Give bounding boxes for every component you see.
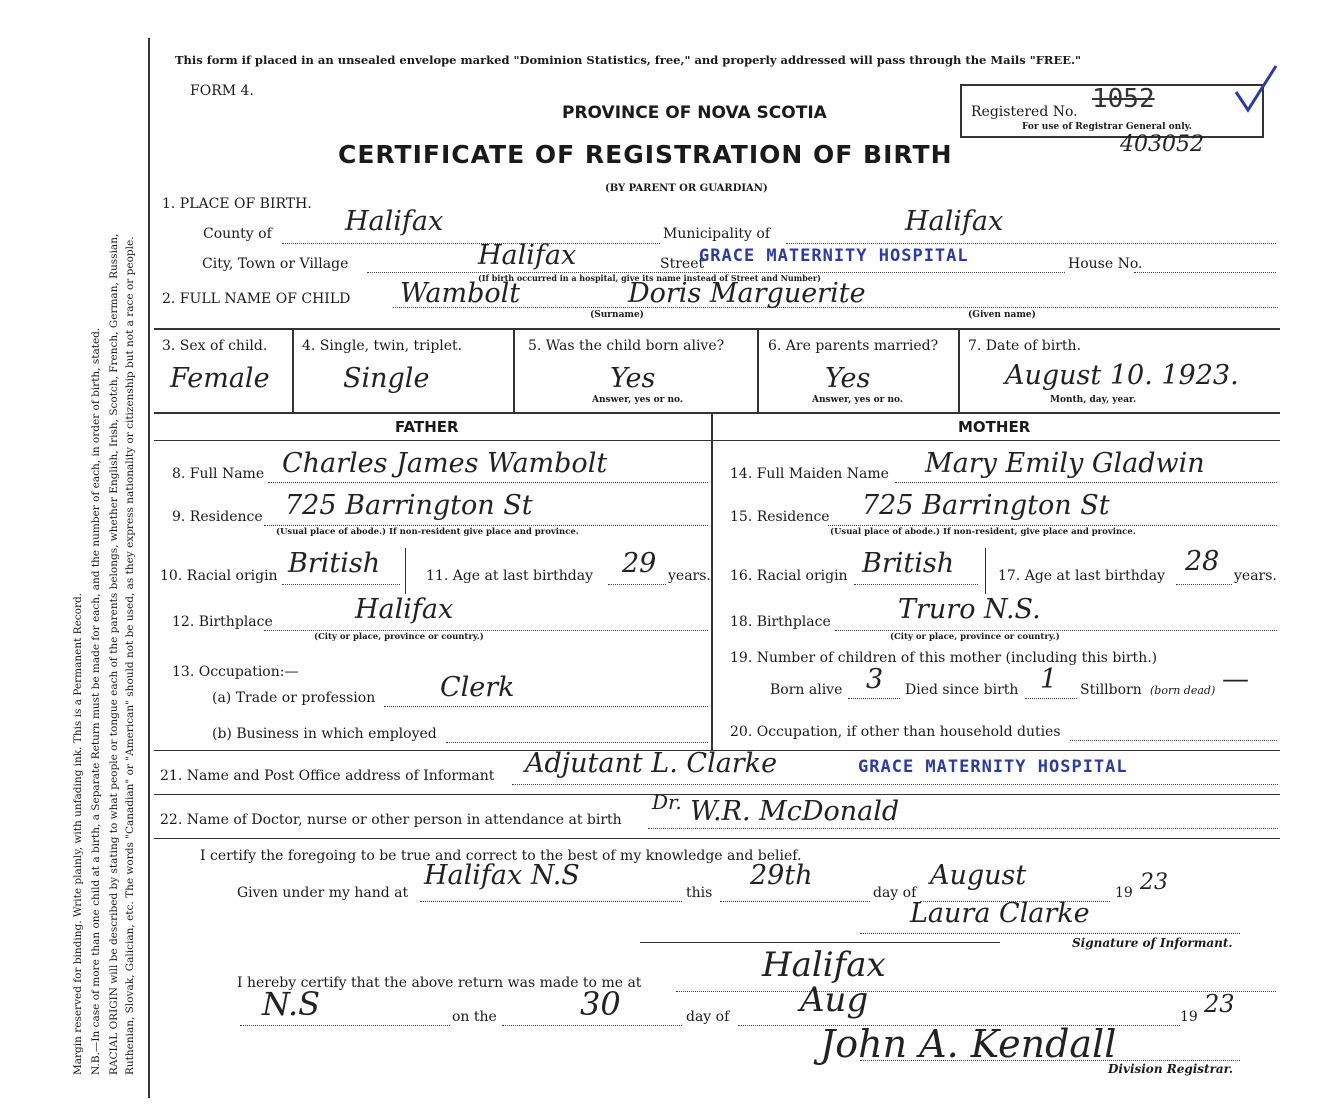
row3-divider-4 bbox=[958, 330, 960, 412]
given-day-value: 29th bbox=[750, 860, 813, 891]
doctor-prefix: Dr. bbox=[652, 790, 682, 814]
certificate-title: CERTIFICATE OF REGISTRATION OF BIRTH bbox=[338, 140, 953, 169]
mother-birthplace-label: 18. Birthplace bbox=[730, 614, 831, 630]
born-alive-note: Answer, yes or no. bbox=[592, 395, 683, 405]
father-birthplace-value: Halifax bbox=[355, 594, 454, 625]
doctor-label: 22. Name of Doctor, nurse or other person in attendance at birth bbox=[160, 812, 622, 828]
row3-top-rule bbox=[154, 328, 1280, 330]
sex-label: 3. Sex of child. bbox=[162, 338, 268, 354]
given-month-value: August bbox=[930, 860, 1027, 891]
father-racial-label: 10. Racial origin bbox=[160, 568, 278, 584]
mother-name-label: 14. Full Maiden Name bbox=[730, 466, 889, 482]
father-residence-label: 9. Residence bbox=[172, 509, 263, 525]
row3-divider-3 bbox=[757, 330, 759, 412]
mother-occupation-label: 20. Occupation, if other than household duties bbox=[730, 724, 1061, 740]
mother-age-line bbox=[1176, 584, 1232, 585]
father-residence-note: (Usual place of abode.) If non-resident give place and province. bbox=[276, 527, 579, 537]
house-no-line bbox=[1134, 272, 1276, 273]
surname-caption: (Surname) bbox=[590, 310, 644, 320]
row3-divider-1 bbox=[292, 330, 294, 412]
sex-value: Female bbox=[170, 363, 270, 394]
doctor-bottom-rule bbox=[154, 838, 1280, 839]
father-years-label: years. bbox=[668, 568, 711, 584]
given-place-line bbox=[420, 901, 682, 902]
mother-age-label: 17. Age at last birthday bbox=[998, 568, 1166, 584]
born-alive-count-label: Born alive bbox=[770, 682, 843, 698]
child-given-name: Doris Marguerite bbox=[628, 278, 866, 309]
dob-note: Month, day, year. bbox=[1050, 395, 1137, 405]
died-since-birth-value: 1 bbox=[1040, 664, 1058, 695]
registrar-day-value: 30 bbox=[580, 985, 621, 1023]
parents-heading-rule bbox=[154, 440, 1280, 441]
father-age-label: 11. Age at last birthday bbox=[426, 568, 594, 584]
born-alive-value: Yes bbox=[610, 363, 656, 394]
margin-note-4: Ruthenian, Slovak, Galician, etc. The words "Canadian" or "American" should not be used, as they express nationality or citizenship but not a race or people. bbox=[124, 236, 136, 1075]
doctor-line bbox=[648, 828, 1278, 829]
father-name-value: Charles James Wambolt bbox=[282, 448, 608, 479]
father-age-line bbox=[608, 584, 666, 585]
born-alive-count-value: 3 bbox=[866, 664, 884, 695]
margin-note-1: Margin reserved for binding. Write plainly, with unfading ink. This is a Permanent Record. bbox=[72, 592, 84, 1075]
registrar-place-line bbox=[676, 991, 1276, 992]
form-number: FORM 4. bbox=[190, 83, 254, 99]
father-age-value: 29 bbox=[622, 548, 657, 579]
mother-heading: MOTHER bbox=[958, 418, 1031, 436]
parents-divider bbox=[711, 412, 713, 750]
registered-number: 1052 bbox=[1092, 84, 1155, 114]
given-name-caption: (Given name) bbox=[968, 310, 1036, 320]
mother-birthplace-value: Truro N.S. bbox=[898, 594, 1041, 625]
informant-signature-caption: Signature of Informant. bbox=[1072, 936, 1233, 950]
registrar-place-value: Halifax bbox=[762, 945, 886, 985]
city-label: City, Town or Village bbox=[202, 256, 349, 272]
registrar-place-cont-line bbox=[240, 1025, 450, 1026]
doctor-value: W.R. McDonald bbox=[690, 796, 900, 827]
county-label: County of bbox=[203, 226, 272, 242]
mother-age-value: 28 bbox=[1185, 546, 1220, 577]
father-birthplace-note: (City or place, province or country.) bbox=[314, 632, 484, 642]
registrar-day-of-label: day of bbox=[686, 1009, 730, 1025]
child-surname: Wambolt bbox=[400, 278, 521, 309]
mother-racial-label: 16. Racial origin bbox=[730, 568, 848, 584]
stillborn-note: (born dead) bbox=[1150, 684, 1216, 697]
given-day-line bbox=[720, 901, 870, 902]
registrar-place-continued: N.S bbox=[262, 985, 321, 1023]
father-racial-line bbox=[282, 584, 400, 585]
margin-note-2: N.B.—In case of more than one child at a birth, a Separate Return must be made for each, and the number of each, in order of birth, stated. bbox=[90, 327, 102, 1075]
father-racial-divider bbox=[405, 548, 406, 594]
father-residence-value: 725 Barrington St bbox=[285, 490, 533, 521]
municipality-label: Municipality of bbox=[663, 226, 771, 242]
registrar-on-the-label: on the bbox=[452, 1009, 497, 1025]
mother-birthplace-line bbox=[835, 630, 1277, 631]
registrar-day-line bbox=[502, 1025, 682, 1026]
informant-value: Adjutant L. Clarke bbox=[525, 748, 778, 779]
mother-name-value: Mary Emily Gladwin bbox=[925, 448, 1205, 479]
municipality-value: Halifax bbox=[905, 206, 1004, 237]
row3-bottom-rule bbox=[154, 412, 1280, 414]
binding-margin-line bbox=[148, 38, 150, 1098]
married-note: Answer, yes or no. bbox=[812, 395, 903, 405]
informant-bottom-rule bbox=[154, 794, 1280, 795]
province-title: PROVINCE OF NOVA SCOTIA bbox=[562, 103, 827, 123]
mother-name-line bbox=[895, 482, 1277, 483]
born-alive-label: 5. Was the child born alive? bbox=[528, 338, 725, 354]
informant-signature: Laura Clarke bbox=[910, 898, 1090, 929]
city-value: Halifax bbox=[478, 240, 577, 271]
born-alive-count-line bbox=[848, 698, 900, 699]
children-count-label: 19. Number of children of this mother (including this birth.) bbox=[730, 650, 1158, 666]
registered-note: For use of Registrar General only. bbox=[1022, 122, 1192, 132]
child-name-label: 2. FULL NAME OF CHILD bbox=[162, 291, 351, 307]
street-label: Street bbox=[660, 256, 705, 272]
died-since-birth-label: Died since birth bbox=[905, 682, 1019, 698]
died-since-birth-line bbox=[1025, 698, 1077, 699]
given-year-prefix: 19 bbox=[1115, 885, 1133, 901]
trade-value: Clerk bbox=[440, 672, 515, 703]
certificate-subtitle: (BY PARENT OR GUARDIAN) bbox=[605, 183, 768, 194]
row3-divider-2 bbox=[513, 330, 515, 412]
street-note: (If birth occurred in a hospital, give its name instead of Street and Number) bbox=[478, 273, 821, 283]
registrar-caption: Division Registrar. bbox=[1108, 1062, 1234, 1076]
registrar-year-prefix: 19 bbox=[1180, 1009, 1198, 1025]
mother-residence-value: 725 Barrington St bbox=[862, 490, 1110, 521]
mother-occupation-line bbox=[1070, 740, 1277, 741]
certification-statement: I certify the foregoing to be true and correct to the best of my knowledge and belief. bbox=[200, 848, 802, 864]
father-heading: FATHER bbox=[395, 418, 459, 436]
registrar-year-value: 23 bbox=[1204, 990, 1235, 1018]
trade-line bbox=[384, 706, 708, 707]
county-line bbox=[282, 243, 660, 244]
dob-value: August 10. 1923. bbox=[1005, 360, 1239, 391]
mother-years-label: years. bbox=[1234, 568, 1277, 584]
stillborn-value: — bbox=[1222, 664, 1249, 695]
municipality-line bbox=[786, 243, 1276, 244]
registrar-signature: John A. Kendall bbox=[820, 1022, 1117, 1066]
registrar-separator bbox=[640, 942, 1000, 943]
given-year-value: 23 bbox=[1140, 870, 1168, 895]
given-this-label: this bbox=[686, 885, 713, 901]
informant-label: 21. Name and Post Office address of Informant bbox=[160, 768, 495, 784]
business-line bbox=[446, 742, 708, 743]
house-no-label: House No. bbox=[1068, 256, 1143, 272]
father-racial-value: British bbox=[288, 548, 381, 579]
informant-address-stamp: GRACE MATERNITY HOSPITAL bbox=[858, 757, 1128, 777]
mother-racial-line bbox=[854, 584, 978, 585]
mother-birthplace-note: (City or place, province or country.) bbox=[890, 632, 1060, 642]
dob-label: 7. Date of birth. bbox=[968, 338, 1082, 354]
mother-racial-divider bbox=[985, 548, 986, 594]
given-day-of-label: day of bbox=[873, 885, 917, 901]
father-occupation-label: 13. Occupation:— bbox=[172, 664, 299, 680]
plurality-label: 4. Single, twin, triplet. bbox=[302, 338, 463, 354]
father-birthplace-label: 12. Birthplace bbox=[172, 614, 273, 630]
place-of-birth-label: 1. PLACE OF BIRTH. bbox=[162, 196, 312, 212]
registered-label: Registered No. bbox=[971, 104, 1078, 120]
father-name-line bbox=[268, 482, 708, 483]
mother-residence-line bbox=[828, 525, 1277, 526]
county-value: Halifax bbox=[345, 206, 444, 237]
registrar-signature-line bbox=[860, 1060, 1240, 1061]
street-value-stamp: GRACE MATERNITY HOSPITAL bbox=[699, 246, 969, 266]
mother-residence-note: (Usual place of abode.) If non-resident, give place and province. bbox=[830, 527, 1136, 537]
business-label: (b) Business in which employed bbox=[212, 726, 437, 742]
father-birthplace-line bbox=[264, 630, 708, 631]
margin-note-3: RACIAL ORIGIN will be described by stating to what people or tongue each of the parents belongs, whether English, Irish, Scotch, French, German, Russian, bbox=[108, 233, 120, 1075]
given-place-value: Halifax N.S bbox=[424, 860, 580, 891]
given-under-label: Given under my hand at bbox=[237, 885, 409, 901]
plurality-value: Single bbox=[343, 363, 430, 394]
registrar-month-value: Aug bbox=[800, 980, 869, 1020]
informant-signature-line bbox=[860, 933, 1240, 934]
trade-label: (a) Trade or profession bbox=[212, 690, 376, 706]
married-label: 6. Are parents married? bbox=[768, 338, 939, 354]
postal-note: This form if placed in an unsealed envelope marked "Dominion Statistics, free," and properly addressed will pass through the Mails "FREE." bbox=[175, 53, 1082, 67]
registration-stamp-number: 403052 bbox=[1120, 132, 1204, 157]
mother-residence-label: 15. Residence bbox=[730, 509, 830, 525]
informant-line bbox=[512, 784, 1278, 785]
registrar-statement: I hereby certify that the above return was made to me at bbox=[237, 975, 642, 991]
check-mark-icon bbox=[1230, 62, 1280, 117]
father-residence-line bbox=[264, 525, 708, 526]
stillborn-label: Stillborn bbox=[1080, 682, 1142, 698]
father-name-label: 8. Full Name bbox=[172, 466, 265, 482]
mother-racial-value: British bbox=[862, 548, 955, 579]
married-value: Yes bbox=[825, 363, 871, 394]
